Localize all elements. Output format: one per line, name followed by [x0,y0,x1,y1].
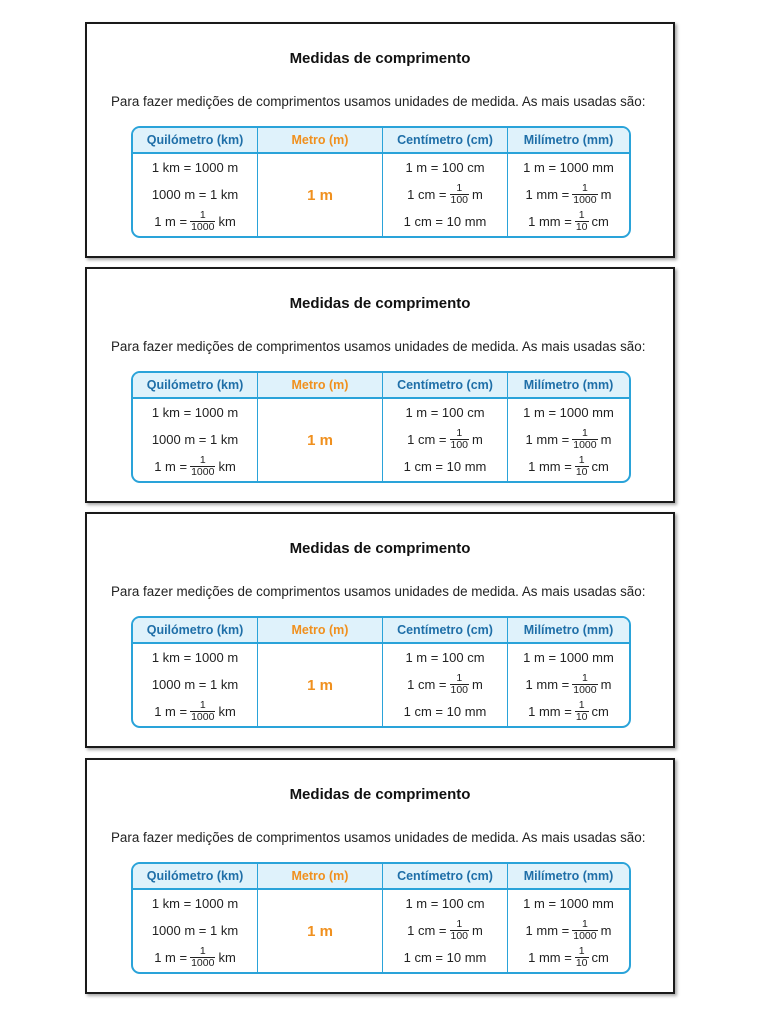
fraction [572,428,597,451]
table-cell [508,671,629,697]
table-cell: 1 cm = 10 mm [403,213,487,229]
units-table [131,862,631,974]
fraction-denominator: 1000 [573,193,597,206]
metro-column [258,890,382,972]
header-quilometro: Quilómetro (km) [146,623,244,637]
table-cell [133,944,257,970]
fraction [190,946,215,969]
table-cell: 1 m = 100 cm [405,159,485,175]
header-metro: Metro (m) [291,133,349,147]
cell-text: 1 mm = [528,703,572,719]
cell-text: m [472,922,483,938]
fraction-numerator: 1 [582,426,588,439]
header-quilometro: Quilómetro (km) [146,133,244,147]
fraction-numerator: 1 [199,453,206,466]
header-quilometro: Quilómetro (km) [146,869,244,883]
cell-text: m [472,186,483,202]
km-column [133,890,257,972]
table-cell: 1 m = 1000 mm [523,159,614,175]
table-cell: 1 cm = 10 mm [403,458,487,474]
card-intro: Para fazer medições de comprimentos usamos unidades de medida. As mais usadas são: [111,830,646,845]
cell-text: 1 mm = [525,676,570,692]
cell-text: cm [591,213,609,229]
cell-text: cm [591,949,609,965]
table-cell: 1 km = 1000 m [151,159,239,175]
mm-column [508,399,629,481]
card-title: Medidas de comprimento [289,295,471,312]
fraction-denominator: 100 [450,193,469,206]
table-cell: 1000 m = 1 km [151,922,239,938]
cell-text: cm [591,703,609,719]
fraction-numerator: 1 [582,671,588,684]
metro-value: 1 m [307,431,333,449]
units-table [131,371,631,483]
table-cell [508,181,629,207]
fraction-numerator: 1 [199,944,206,957]
fraction [190,700,215,723]
table-cell: 1 m = 1000 mm [523,649,614,665]
cell-text: km [218,703,236,719]
metro-column [258,399,382,481]
length-units-card [85,267,675,503]
fraction-denominator: 10 [575,465,588,478]
fraction [450,673,470,696]
fraction-numerator: 1 [456,426,463,439]
cell-text: 1 mm = [525,431,570,447]
km-column [133,644,257,726]
table-cell [133,208,257,234]
table-cell [383,671,507,697]
header-centimetro: Centímetro (cm) [397,378,493,392]
km-column [133,399,257,481]
table-header [133,128,629,154]
km-column [133,154,257,236]
card-title: Medidas de comprimento [289,786,471,803]
length-units-card [85,512,675,748]
cell-text: 1 m = [154,458,188,474]
cell-text: 1 mm = [525,922,570,938]
fraction-denominator: 1000 [191,220,215,233]
fraction [572,673,597,696]
header-metro: Metro (m) [291,378,349,392]
fraction-numerator: 1 [456,917,463,930]
table-cell: 1 m = 100 cm [405,895,485,911]
metro-value: 1 m [307,676,333,694]
cell-text: m [600,922,612,938]
table-cell [508,453,629,479]
cell-text: 1 m = [154,949,188,965]
table-cell: 1000 m = 1 km [151,676,239,692]
table-cell: 1000 m = 1 km [151,431,239,447]
fraction [450,919,470,942]
header-centimetro: Centímetro (cm) [397,133,493,147]
fraction-denominator: 1000 [573,683,597,696]
table-header [133,373,629,399]
fraction [450,183,470,206]
metro-column [258,154,382,236]
table-cell: 1 km = 1000 m [151,404,239,420]
fraction [575,210,589,233]
mm-column [508,644,629,726]
cell-text: m [472,431,483,447]
cell-text: m [600,676,612,692]
table-cell: 1000 m = 1 km [151,186,239,202]
header-milimetro: Milímetro (mm) [523,869,614,883]
mm-column [508,154,629,236]
fraction [190,210,215,233]
cell-text: 1 cm = [407,676,447,692]
fraction-denominator: 100 [450,683,469,696]
table-cell: 1 cm = 10 mm [403,949,487,965]
fraction-denominator: 100 [450,438,469,451]
table-cell: 1 km = 1000 m [151,649,239,665]
table-cell [508,944,629,970]
units-table [131,126,631,238]
cm-column [383,399,507,481]
fraction-numerator: 1 [582,181,588,194]
cell-text: m [600,431,612,447]
table-header [133,864,629,890]
length-units-card [85,758,675,994]
metro-column [258,644,382,726]
cell-text: m [472,676,483,692]
table-cell [508,917,629,943]
fraction-denominator: 1000 [573,438,597,451]
table-header [133,618,629,644]
cell-text: 1 m = [154,213,188,229]
cell-text: 1 mm = [528,213,572,229]
card-intro: Para fazer medições de comprimentos usamos unidades de medida. As mais usadas são: [111,94,646,109]
cell-text: 1 cm = [407,922,447,938]
fraction [575,946,589,969]
card-title: Medidas de comprimento [289,540,471,557]
cell-text: km [218,213,236,229]
cell-text: km [218,949,236,965]
fraction-denominator: 1000 [191,465,215,478]
fraction-denominator: 10 [575,710,588,723]
fraction [572,919,597,942]
cell-text: 1 mm = [528,458,572,474]
cell-text: 1 mm = [528,949,572,965]
fraction [575,700,589,723]
cell-text: 1 m = [154,703,188,719]
cell-text: 1 cm = [407,431,447,447]
length-units-card [85,22,675,258]
fraction-numerator: 1 [578,208,585,221]
table-cell [383,917,507,943]
table-cell: 1 m = 1000 mm [523,404,614,420]
fraction [190,455,215,478]
fraction-denominator: 100 [450,929,469,942]
header-centimetro: Centímetro (cm) [397,869,493,883]
header-metro: Metro (m) [291,623,349,637]
card-intro: Para fazer medições de comprimentos usamos unidades de medida. As mais usadas são: [111,339,646,354]
header-milimetro: Milímetro (mm) [523,133,614,147]
fraction [450,428,470,451]
table-cell: 1 cm = 10 mm [403,703,487,719]
card-title: Medidas de comprimento [289,50,471,67]
header-metro: Metro (m) [291,869,349,883]
header-milimetro: Milímetro (mm) [523,623,614,637]
fraction-numerator: 1 [578,944,585,957]
fraction-numerator: 1 [199,208,206,221]
table-cell [383,181,507,207]
cell-text: m [600,186,612,202]
fraction-denominator: 10 [575,956,588,969]
header-milimetro: Milímetro (mm) [523,378,614,392]
cm-column [383,154,507,236]
cm-column [383,644,507,726]
card-intro: Para fazer medições de comprimentos usamos unidades de medida. As mais usadas são: [111,584,646,599]
cell-text: km [218,458,236,474]
fraction [572,183,597,206]
table-cell: 1 m = 100 cm [405,649,485,665]
cell-text: 1 mm = [525,186,570,202]
table-cell [133,698,257,724]
cell-text: 1 cm = [407,186,447,202]
table-cell: 1 km = 1000 m [151,895,239,911]
cm-column [383,890,507,972]
mm-column [508,890,629,972]
fraction-numerator: 1 [578,698,585,711]
fraction-numerator: 1 [578,453,585,466]
fraction-numerator: 1 [456,181,463,194]
table-cell [508,698,629,724]
fraction-numerator: 1 [456,671,463,684]
fraction-numerator: 1 [199,698,206,711]
units-table [131,616,631,728]
fraction-denominator: 1000 [191,956,215,969]
table-cell: 1 m = 1000 mm [523,895,614,911]
fraction [575,455,589,478]
table-cell: 1 m = 100 cm [405,404,485,420]
fraction-denominator: 1000 [191,710,215,723]
cell-text: cm [591,458,609,474]
header-centimetro: Centímetro (cm) [397,623,493,637]
table-cell [508,426,629,452]
fraction-numerator: 1 [582,917,588,930]
metro-value: 1 m [307,922,333,940]
table-cell [508,208,629,234]
fraction-denominator: 1000 [573,929,597,942]
table-cell [133,453,257,479]
table-cell [383,426,507,452]
header-quilometro: Quilómetro (km) [146,378,244,392]
metro-value: 1 m [307,186,333,204]
fraction-denominator: 10 [575,220,588,233]
